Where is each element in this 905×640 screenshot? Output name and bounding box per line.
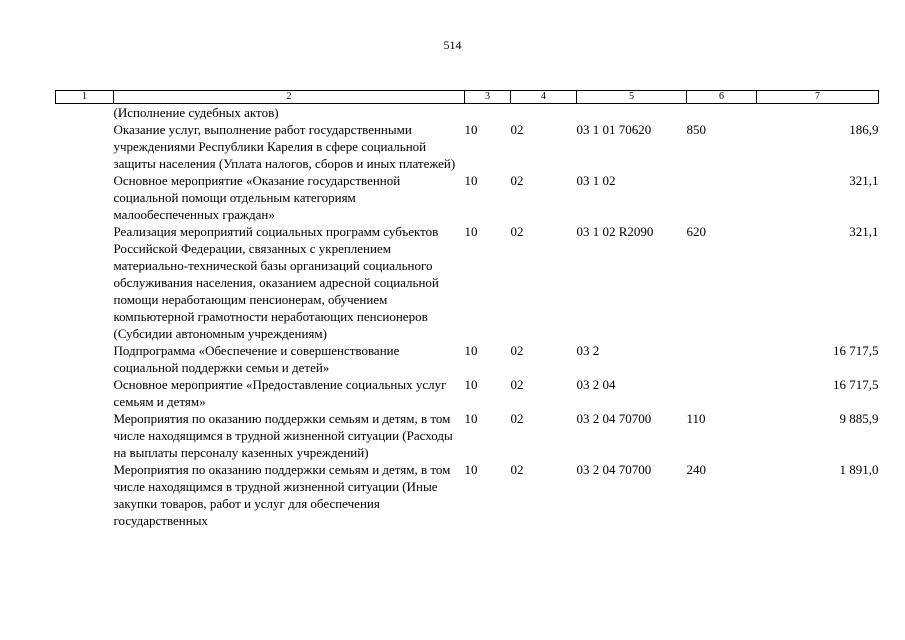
row-expense-type — [687, 172, 757, 223]
header-col-6: 6 — [687, 91, 757, 104]
row-name: Реализация мероприятий социальных программ субъектов Российской Федерации, связанных с укреплением материально-технической базы организаций социального обслуживания населения, оказанием адресной социальной помощи неработающим пенсионерам, обучением компьютерной грамотности неработающих пенсионеров (Субсидии автономным учреждениям) — [113, 224, 439, 341]
row-subsection: 02 — [510, 122, 524, 137]
row-name: Подпрограмма «Обеспечение и совершенствование социальной поддержки семьи и детей» — [113, 343, 400, 375]
row-target-code: 03 2 — [576, 343, 600, 358]
header-col-3: 3 — [465, 91, 511, 104]
table-row — [56, 104, 879, 122]
header-col-4: 4 — [511, 91, 577, 104]
row-name: Оказание услуг, выполнение работ государственными учреждениями Республики Карелия в сфере социальной защиты населения (Уплата налогов, сборов и иных платежей) — [113, 122, 456, 171]
row-section: 10 — [464, 224, 478, 239]
row-expense-type: 850 — [686, 122, 706, 137]
table-row — [56, 410, 879, 461]
row-sum — [757, 104, 879, 122]
row-expense-type: 110 — [686, 411, 706, 426]
row-target-code: 03 2 04 70700 — [576, 411, 652, 426]
table-row — [56, 121, 879, 172]
page-number: 514 — [443, 38, 462, 52]
row-name: Основное мероприятие «Предоставление социальных услуг семьям и детям» — [113, 377, 447, 409]
header-col-2: 2 — [114, 91, 465, 104]
row-section: 10 — [464, 411, 478, 426]
row-expense-type: 240 — [686, 462, 706, 477]
row-expense-type — [687, 376, 757, 410]
header-col-7: 7 — [757, 91, 879, 104]
row-section: 10 — [464, 122, 478, 137]
row-section: 10 — [464, 173, 478, 188]
row-sum: 321,1 — [849, 173, 879, 188]
row-section — [465, 104, 511, 122]
row-target-code: 03 1 02 R2090 — [576, 224, 654, 239]
row-sum: 16 717,5 — [833, 343, 879, 358]
row-subsection: 02 — [510, 411, 524, 426]
row-expense-type — [687, 342, 757, 376]
row-name: Основное мероприятие «Оказание государственной социальной помощи отдельным категориям малообеспеченных граждан» — [113, 173, 401, 222]
header-col-1: 1 — [56, 91, 114, 104]
row-subsection: 02 — [510, 377, 524, 392]
table-row — [56, 172, 879, 223]
row-section: 10 — [464, 343, 478, 358]
row-sum: 9 885,9 — [839, 411, 879, 426]
budget-table — [55, 90, 879, 529]
row-target-code: 03 1 02 — [576, 173, 616, 188]
row-subsection: 02 — [510, 462, 524, 477]
row-sum: 16 717,5 — [833, 377, 879, 392]
table-row — [56, 223, 879, 342]
table-row — [56, 342, 879, 376]
row-section: 10 — [464, 377, 478, 392]
row-target-code — [577, 104, 687, 122]
row-expense-type: 620 — [686, 224, 706, 239]
row-sum: 321,1 — [849, 224, 879, 239]
row-subsection — [511, 104, 577, 122]
row-subsection: 02 — [510, 343, 524, 358]
header-row — [56, 91, 879, 104]
row-name: Мероприятия по оказанию поддержки семьям и детям, в том числе находящимся в трудной жизненной ситуации (Расходы на выплаты персоналу казенных учреждений) — [113, 411, 453, 460]
row-expense-type — [687, 104, 757, 122]
row-subsection: 02 — [510, 173, 524, 188]
row-name: Мероприятия по оказанию поддержки семьям и детям, в том числе находящимся в трудной жизненной ситуации (Иные закупки товаров, работ и услуг для обеспечения государственных — [113, 462, 451, 528]
row-name: (Исполнение судебных актов) — [113, 105, 279, 120]
table-row — [56, 376, 879, 410]
row-target-code: 03 2 04 — [576, 377, 616, 392]
row-sum: 186,9 — [849, 122, 879, 137]
row-subsection: 02 — [510, 224, 524, 239]
header-col-5: 5 — [577, 91, 687, 104]
row-section: 10 — [464, 462, 478, 477]
row-target-code: 03 2 04 70700 — [576, 462, 652, 477]
row-sum: 1 891,0 — [839, 462, 879, 477]
row-target-code: 03 1 01 70620 — [576, 122, 652, 137]
table-row — [56, 461, 879, 529]
